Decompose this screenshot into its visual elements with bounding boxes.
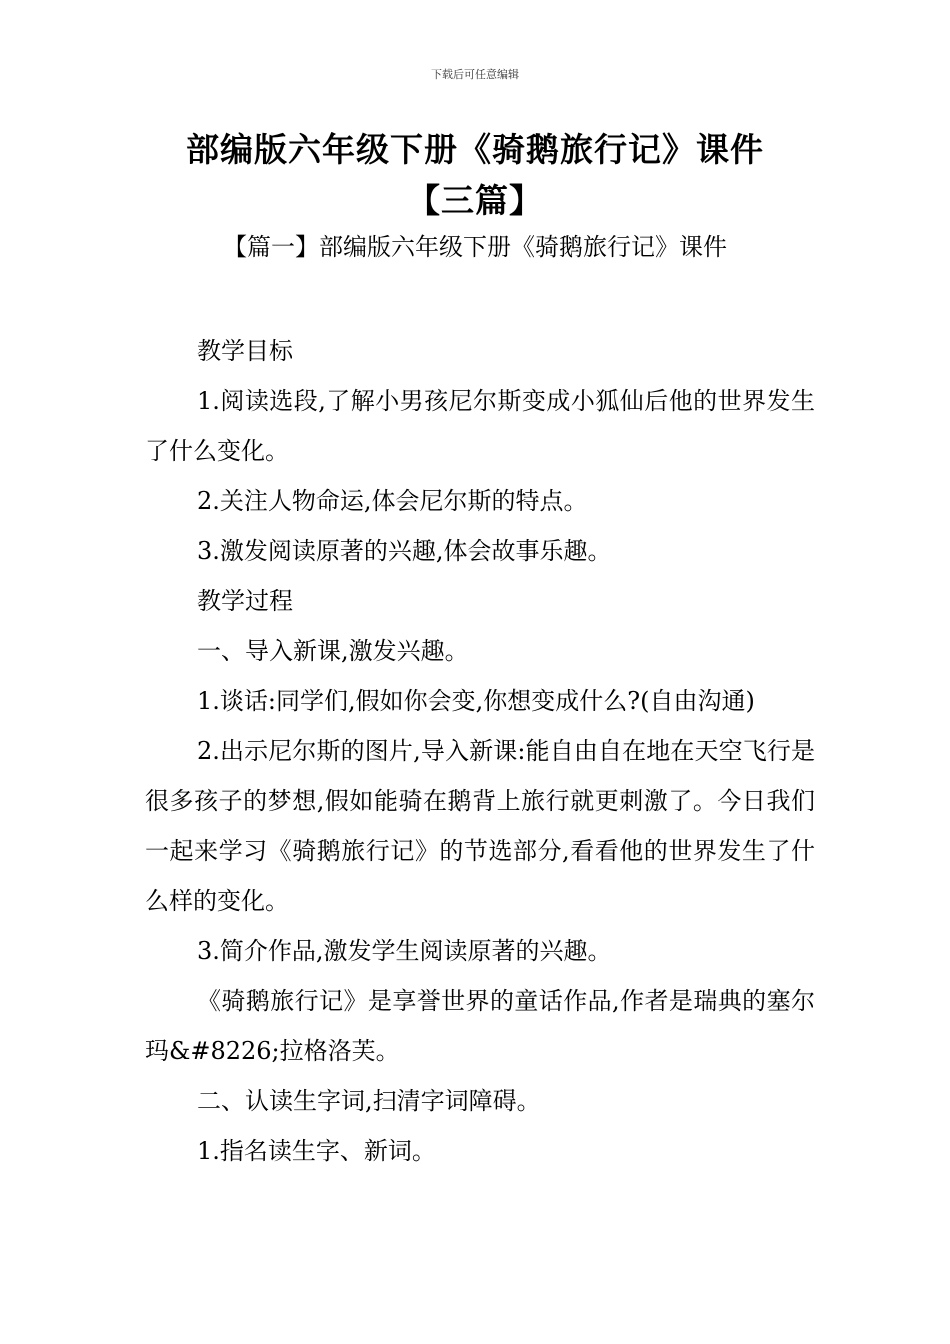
paragraph-step-1-heading: 一、导入新课,激发兴趣。 <box>197 637 469 665</box>
paragraph-work-intro: 《骑鹅旅行记》是享誉世界的童话作品,作者是瑞典的塞尔玛&#8226;拉格洛芙。 <box>145 987 815 1065</box>
paragraph-step-2-heading: 二、认读生字词,扫清字词障碍。 <box>197 1087 541 1115</box>
document-title: 部编版六年级下册《骑鹅旅行记》课件 <box>186 130 764 169</box>
paragraph-goal-2: 2.关注人物命运,体会尼尔斯的特点。 <box>197 487 588 515</box>
paragraph-step-1-1: 1.谈话:同学们,假如你会变,你想变成什么?(自由沟通) <box>197 687 755 715</box>
paragraph-step-2-1: 1.指名读生字、新词。 <box>197 1137 436 1165</box>
paragraph-goal-3: 3.激发阅读原著的兴趣,体会故事乐趣。 <box>197 537 612 565</box>
paragraph-teaching-process-heading: 教学过程 <box>197 587 293 615</box>
section-heading: 【篇一】部编版六年级下册《骑鹅旅行记》课件 <box>223 233 727 261</box>
document-title-suffix: 【三篇】 <box>407 181 543 220</box>
paragraph-teaching-goals-heading: 教学目标 <box>197 337 293 365</box>
paragraph-step-1-2: 2.出示尼尔斯的图片,导入新课:能自由自在地在天空飞行是很多孩子的梦想,假如能骑在鹅背上旅行就更刺激了。今日我们一起来学习《骑鹅旅行记》的节选部分,看看他的世界发生了什么样的变化。 <box>145 737 815 915</box>
paragraph-goal-1: 1.阅读选段,了解小男孩尼尔斯变成小狐仙后他的世界发生了什么变化。 <box>145 387 815 465</box>
header-note: 下载后可任意编辑 <box>431 68 519 81</box>
paragraph-step-1-3: 3.简介作品,激发学生阅读原著的兴趣。 <box>197 937 612 965</box>
document-body <box>145 326 815 1176</box>
